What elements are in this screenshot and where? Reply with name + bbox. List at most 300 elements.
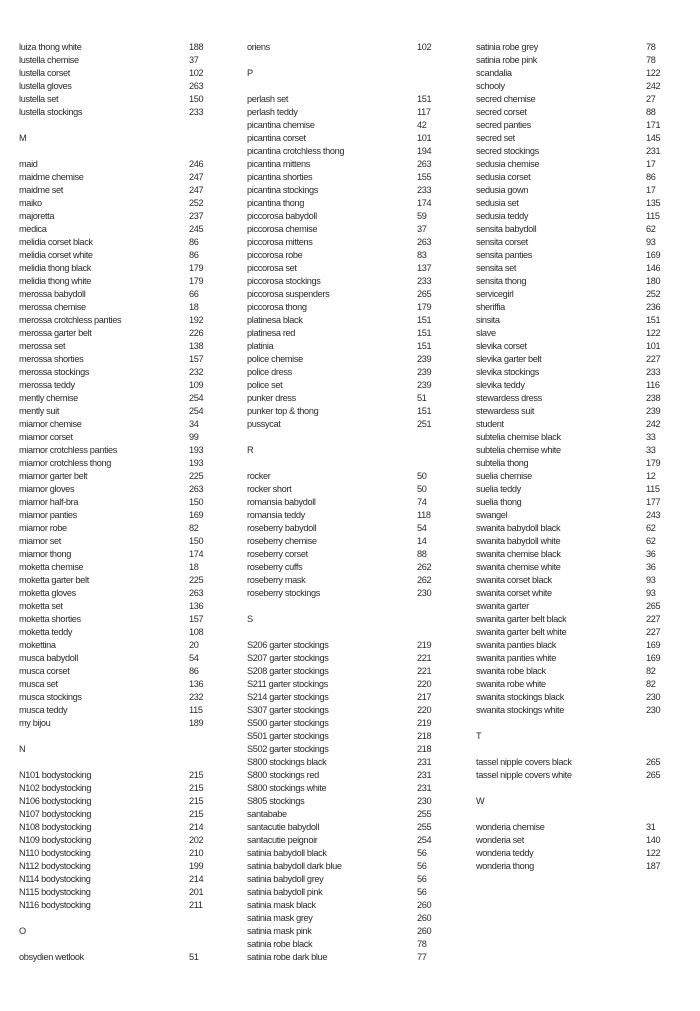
entry-name: maiko [19,198,42,208]
index-entry [476,171,668,184]
entry-page-number: 179 [189,276,204,286]
index-entry [476,600,668,613]
index-entry [247,704,439,717]
entry-name: N115 bodystocking [19,887,91,897]
entry-page-number: 77 [417,952,427,962]
index-entry [476,223,668,236]
entry-name: maidme chemise [19,172,84,182]
entry-page-number: 115 [189,705,203,715]
entry-page-number: 226 [189,328,204,338]
index-entry [247,730,439,743]
entry-page-number: 255 [417,822,432,832]
index-entry [247,535,439,548]
entry-page-number: 231 [417,757,432,767]
entry-name: satinia mask pink [247,926,312,936]
entry-page-number: 262 [417,575,432,585]
entry-name: S800 stockings black [247,757,327,767]
entry-name: N108 bodystocking [19,822,92,832]
index-entry [247,379,439,392]
index-entry [247,197,439,210]
entry-page-number: 169 [189,510,204,520]
entry-page-number: 221 [417,653,432,663]
entry-page-number: 157 [189,354,204,364]
index-section [476,730,668,782]
entry-name: merossa chemise [19,302,86,312]
entry-name: satinia babydoll pink [247,887,323,897]
entry-page-number: 18 [189,562,199,572]
index-entry [476,483,668,496]
entry-page-number: 17 [646,159,656,169]
entry-page-number: 93 [646,575,656,585]
index-entry [247,93,439,106]
entry-name: picantina corset [247,133,306,143]
entry-name: police chemise [247,354,303,364]
entry-page-number: 265 [646,601,661,611]
index-entry [247,41,439,54]
index-section [19,743,211,912]
index-entry [19,236,211,249]
entry-page-number: 201 [189,887,204,897]
entry-name: miamor chemise [19,419,82,429]
index-entry [476,574,668,587]
entry-page-number: 150 [189,94,204,104]
entry-name: N102 bodystocking [19,783,92,793]
entry-name: N112 bodystocking [19,861,91,871]
index-entry [19,535,211,548]
index-entry [476,405,668,418]
entry-page-number: 230 [417,796,432,806]
entry-page-number: 194 [417,146,432,156]
entry-name: rocker short [247,484,292,494]
entry-name: lustella chemise [19,55,79,65]
entry-name: sensita set [476,263,517,273]
index-entry [19,522,211,535]
index-entry [476,431,668,444]
entry-name: sedusia gown [476,185,528,195]
index-entry [19,600,211,613]
index-entry [476,80,668,93]
index-entry [19,496,211,509]
index-entry [247,470,439,483]
entry-name: S500 garter stockings [247,718,329,728]
index-section [476,795,668,873]
entry-name: swanita stockings white [476,705,564,715]
index-entry [19,717,211,730]
entry-name: santacutie babydoll [247,822,320,832]
entry-name: roseberry stockings [247,588,321,598]
entry-page-number: 62 [646,523,656,533]
index-entry [476,340,668,353]
entry-name: moketta set [19,601,63,611]
entry-page-number: 265 [646,770,661,780]
index-entry [476,379,668,392]
index-entry [247,652,439,665]
entry-name: S214 garter stockings [247,692,329,702]
entry-name: swanita garter [476,601,529,611]
entry-name: S211 garter stockings [247,679,328,689]
entry-page-number: 82 [189,523,199,533]
entry-name: melidia corset white [19,250,93,260]
entry-page-number: 118 [417,510,431,520]
entry-page-number: 115 [646,211,660,221]
index-entry [247,821,439,834]
index-entry [19,392,211,405]
index-entry [247,327,439,340]
entry-name: picantina stockings [247,185,318,195]
entry-page-number: 210 [189,848,204,858]
entry-page-number: 260 [417,913,432,923]
entry-name: scandalia [476,68,512,78]
index-entry [247,340,439,353]
index-entry [19,847,211,860]
index-entry [247,938,439,951]
entry-name: mokettina [19,640,56,650]
entry-page-number: 122 [646,848,661,858]
entry-name: merossa set [19,341,66,351]
entry-name: secred corset [476,107,527,117]
index-entry [19,821,211,834]
entry-name: sedusia teddy [476,211,529,221]
entry-page-number: 247 [189,172,204,182]
entry-page-number: 155 [417,172,432,182]
entry-page-number: 56 [417,861,427,871]
entry-name: perlash teddy [247,107,298,117]
entry-page-number: 137 [417,263,432,273]
entry-name: swanita corset white [476,588,552,598]
entry-page-number: 151 [646,315,661,325]
entry-name: picantina mittens [247,159,310,169]
index-entry [476,392,668,405]
entry-name: secred stockings [476,146,539,156]
entry-page-number: 88 [646,107,656,117]
section-letter-heading: O [19,926,26,936]
entry-page-number: 233 [417,276,432,286]
entry-page-number: 101 [646,341,661,351]
entry-page-number: 242 [646,81,661,91]
index-entry [247,405,439,418]
index-entry [247,834,439,847]
index-entry [247,418,439,431]
index-entry [476,314,668,327]
index-entry [247,171,439,184]
index-entry [476,535,668,548]
entry-page-number: 116 [646,380,660,390]
entry-page-number: 151 [417,315,432,325]
entry-name: subtelia thong [476,458,529,468]
index-entry [19,431,211,444]
entry-page-number: 245 [189,224,204,234]
entry-name: S800 stockings red [247,770,319,780]
entry-page-number: 138 [189,341,204,351]
index-entry [247,587,439,600]
entry-name: servicegirl [476,289,514,299]
entry-page-number: 135 [646,198,661,208]
entry-page-number: 232 [189,367,204,377]
entry-name: piccorosa mittens [247,237,313,247]
entry-page-number: 263 [189,588,204,598]
entry-page-number: 115 [646,484,660,494]
entry-page-number: 227 [646,627,661,637]
entry-name: majoretta [19,211,55,221]
entry-page-number: 78 [417,939,427,949]
index-entry [247,873,439,886]
index-entry [247,899,439,912]
index-entry [247,808,439,821]
entry-page-number: 82 [646,679,656,689]
index-entry [476,418,668,431]
index-entry [476,470,668,483]
entry-page-number: 260 [417,900,432,910]
index-entry [19,691,211,704]
index-entry [19,210,211,223]
entry-name: S208 garter stockings [247,666,329,676]
index-entry [19,665,211,678]
index-entry [19,223,211,236]
entry-name: student [476,419,504,429]
entry-name: wonderia thong [476,861,534,871]
entry-page-number: 239 [417,380,432,390]
entry-page-number: 122 [646,328,661,338]
entry-name: rocker [247,471,271,481]
index-entry [247,314,439,327]
index-entry [247,236,439,249]
index-entry [476,457,668,470]
entry-name: wonderia chemise [476,822,545,832]
index-column-3 [476,41,668,873]
entry-name: miamor crotchless thong [19,458,112,468]
index-entry [476,41,668,54]
index-entry [476,847,668,860]
entry-page-number: 33 [646,432,656,442]
entry-page-number: 146 [646,263,661,273]
entry-page-number: 254 [189,393,204,403]
entry-page-number: 66 [189,289,199,299]
entry-page-number: 263 [189,484,204,494]
entry-name: melidia corset black [19,237,93,247]
index-section [476,41,668,717]
entry-name: satinia robe black [247,939,313,949]
entry-name: piccorosa stockings [247,276,321,286]
index-entry [19,860,211,873]
index-entry [19,93,211,106]
entry-page-number: 189 [189,718,204,728]
entry-page-number: 117 [417,107,431,117]
entry-page-number: 151 [417,406,432,416]
entry-page-number: 27 [646,94,656,104]
index-entry [476,236,668,249]
entry-page-number: 179 [417,302,432,312]
index-entry [247,496,439,509]
entry-page-number: 231 [417,783,432,793]
entry-page-number: 122 [646,68,661,78]
entry-name: swanita babydoll white [476,536,561,546]
entry-name: subtelia chemise white [476,445,561,455]
index-entry [476,691,668,704]
entry-page-number: 86 [189,250,199,260]
entry-page-number: 37 [189,55,199,65]
entry-name: roseberry mask [247,575,306,585]
entry-name: suelia teddy [476,484,521,494]
entry-page-number: 136 [189,601,204,611]
index-entry [247,769,439,782]
entry-name: N114 bodystocking [19,874,91,884]
index-entry [476,561,668,574]
entry-page-number: 193 [189,445,204,455]
entry-page-number: 93 [646,237,656,247]
entry-page-number: 202 [189,835,204,845]
entry-page-number: 31 [646,822,656,832]
entry-page-number: 151 [417,341,432,351]
entry-page-number: 151 [417,328,432,338]
entry-name: satinia babydoll grey [247,874,324,884]
entry-page-number: 187 [646,861,661,871]
index-entry [19,340,211,353]
entry-page-number: 36 [646,549,656,559]
index-entry [476,626,668,639]
entry-page-number: 262 [417,562,432,572]
entry-name: slevika stockings [476,367,539,377]
entry-name: secred set [476,133,515,143]
entry-page-number: 14 [417,536,427,546]
entry-name: pussycat [247,419,281,429]
entry-page-number: 225 [189,471,204,481]
entry-page-number: 211 [189,900,203,910]
index-entry [476,158,668,171]
entry-page-number: 88 [417,549,427,559]
index-entry [19,366,211,379]
entry-name: miamor thong [19,549,71,559]
index-entry [247,795,439,808]
entry-page-number: 246 [189,159,204,169]
entry-page-number: 56 [417,887,427,897]
index-entry [19,834,211,847]
entry-name: swanita corset black [476,575,552,585]
entry-name: roseberry corset [247,549,308,559]
entry-name: N101 bodystocking [19,770,92,780]
entry-page-number: 56 [417,848,427,858]
index-entry [476,444,668,457]
entry-name: swanita robe white [476,679,546,689]
index-entry [19,80,211,93]
entry-name: wonderia teddy [476,848,534,858]
index-entry [19,652,211,665]
entry-name: luiza thong white [19,42,82,52]
index-entry [476,496,668,509]
entry-page-number: 93 [646,588,656,598]
entry-page-number: 42 [417,120,427,130]
entry-page-number: 214 [189,822,204,832]
index-entry [19,444,211,457]
entry-name: roseberry cuffs [247,562,303,572]
entry-name: S800 stockings white [247,783,327,793]
entry-name: stewardess dress [476,393,542,403]
index-entry [476,262,668,275]
entry-page-number: 50 [417,471,427,481]
index-entry [19,301,211,314]
entry-page-number: 219 [417,718,432,728]
entry-page-number: 254 [189,406,204,416]
index-section [247,444,439,600]
entry-name: lustella gloves [19,81,72,91]
index-entry [247,522,439,535]
entry-page-number: 192 [189,315,204,325]
index-entry [19,548,211,561]
entry-page-number: 227 [646,354,661,364]
entry-page-number: 215 [189,783,204,793]
entry-page-number: 62 [646,224,656,234]
entry-page-number: 56 [417,874,427,884]
entry-page-number: 220 [417,705,432,715]
entry-page-number: 86 [189,666,199,676]
index-entry [476,860,668,873]
entry-page-number: 101 [417,133,432,143]
entry-name: picantina chemise [247,120,315,130]
entry-page-number: 255 [417,809,432,819]
entry-name: miamor corset [19,432,73,442]
index-entry [476,54,668,67]
entry-page-number: 215 [189,770,204,780]
entry-name: miamor robe [19,523,67,533]
entry-page-number: 140 [646,835,661,845]
index-entry [247,717,439,730]
index-entry [247,275,439,288]
entry-name: romansia teddy [247,510,305,520]
index-entry [476,834,668,847]
section-letter-heading: M [19,133,27,143]
index-entry [19,418,211,431]
index-entry [19,327,211,340]
entry-page-number: 252 [189,198,204,208]
index-entry [19,769,211,782]
entry-page-number: 82 [646,666,656,676]
entry-name: N109 bodystocking [19,835,92,845]
entry-page-number: 218 [417,744,432,754]
entry-name: merossa teddy [19,380,75,390]
entry-name: moketta garter belt [19,575,89,585]
index-entry [247,951,439,964]
entry-name: sedusia corset [476,172,531,182]
entry-page-number: 193 [189,458,204,468]
index-entry [247,119,439,132]
entry-name: picantina crotchless thong [247,146,345,156]
index-entry [476,93,668,106]
entry-name: sheriffia [476,302,505,312]
entry-name: swangel [476,510,508,520]
index-entry [247,353,439,366]
index-entry [476,210,668,223]
entry-name: sensita babydoll [476,224,537,234]
entry-name: wonderia set [476,835,524,845]
entry-name: lustella set [19,94,59,104]
entry-page-number: 218 [417,731,432,741]
entry-name: mently suit [19,406,60,416]
index-entry [476,184,668,197]
entry-name: picantina thong [247,198,305,208]
index-entry [476,327,668,340]
entry-page-number: 219 [417,640,432,650]
entry-name: tassel nipple covers white [476,770,572,780]
index-entry [247,743,439,756]
index-entry [19,509,211,522]
entry-name: merossa stockings [19,367,90,377]
entry-page-number: 263 [417,159,432,169]
index-entry [247,145,439,158]
index-entry [476,249,668,262]
entry-page-number: 150 [189,536,204,546]
entry-page-number: 214 [189,874,204,884]
index-entry [247,548,439,561]
entry-name: suelia chemise [476,471,532,481]
